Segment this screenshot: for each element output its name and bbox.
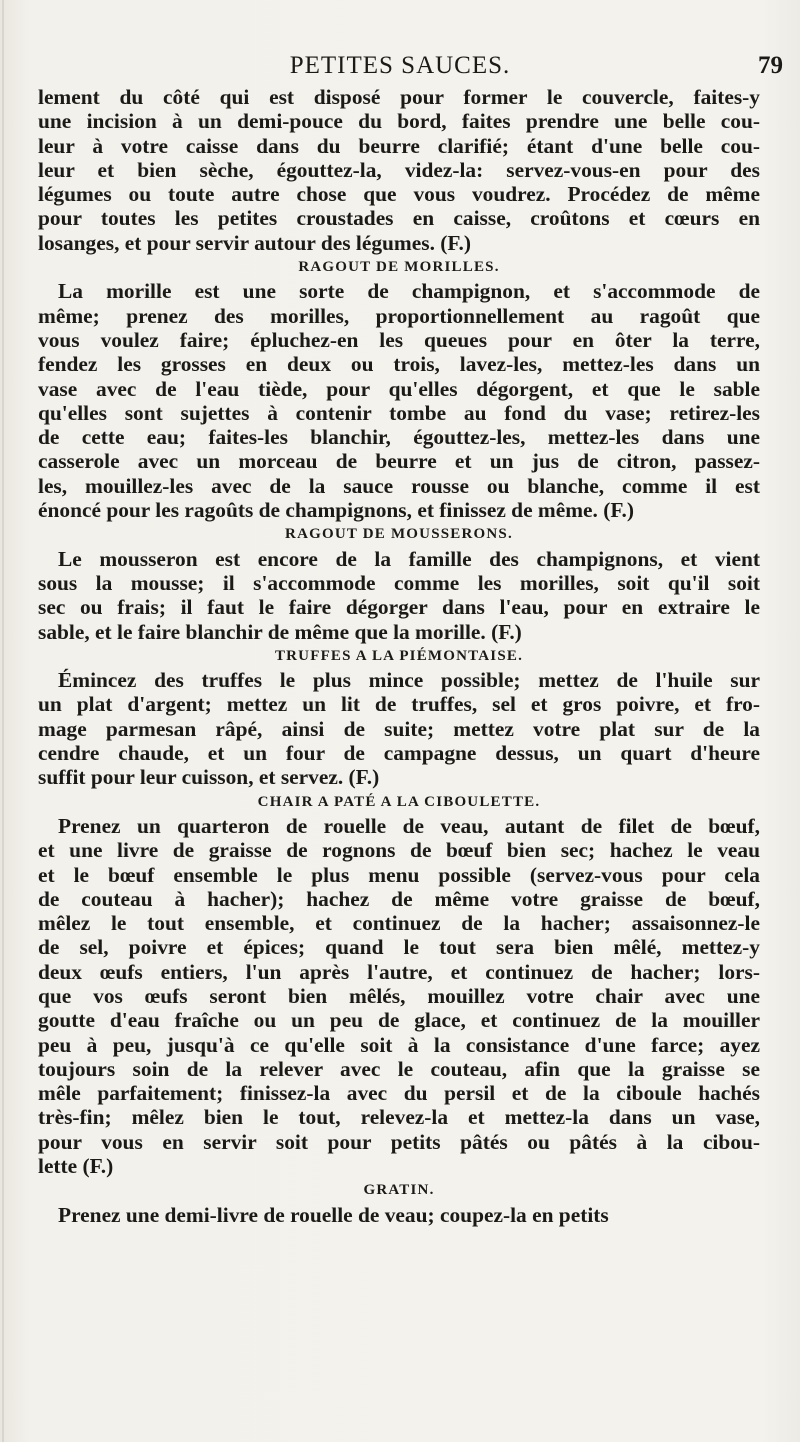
section-heading: GRATIN. <box>363 1182 435 1199</box>
text-line: fendez les grosses en deux ou trois, lavez-les, mettez-les dans un <box>38 352 760 377</box>
text-line: sec ou frais; il faut le faire dégorger dans l'eau, pour en extraire le <box>38 595 760 620</box>
text-line: pour toutes les petites croustades en caisse, croûtons et cœurs en <box>38 206 760 231</box>
paragraph <box>38 668 760 789</box>
text-line: peu à peu, jusqu'à ce qu'elle soit à la consistance d'une farce; ayez <box>38 1032 760 1057</box>
running-title: PETITES SAUCES. <box>289 52 511 79</box>
text-line: lette (F.) <box>38 1154 114 1179</box>
section-heading: CHAIR A PATÉ A LA CIBOULETTE. <box>257 793 541 810</box>
text-line: losanges, et pour servir autour des légumes. (F.) <box>38 230 471 255</box>
text-line: et une livre de graisse de rognons de bœuf bien sec; hachez le veau <box>38 838 760 863</box>
text-line: sous la mousse; il s'accommode comme les morilles, soit qu'il soit <box>38 570 760 595</box>
text-line: vous voulez faire; épluchez-en les queues pour en ôter la terre, <box>38 327 760 352</box>
text-line: Prenez un quarteron de rouelle de veau, autant de filet de bœuf, <box>58 813 760 838</box>
text-line: de sel, poivre et épices; quand le tout sera bien mêlé, mettez-y <box>38 935 760 960</box>
text-line: que vos œufs seront bien mêlés, mouillez votre chair avec une <box>38 983 760 1008</box>
text-line: même; prenez des morilles, proportionnellement au ragoût que <box>38 303 760 328</box>
text-line: Émincez des truffes le plus mince possible; mettez de l'huile sur <box>58 668 760 693</box>
text-line: leur et bien sèche, égouttez-la, videz-la: servez-vous-en pour des <box>38 157 760 182</box>
text-line: suffit pour leur cuisson, et servez. (F.) <box>38 765 380 790</box>
paragraph <box>38 85 760 255</box>
text-line: énoncé pour les ragoûts de champignons, et finissez de même. (F.) <box>38 498 634 523</box>
text-line: de couteau à hacher); hachez de même votre graisse de bœuf, <box>38 886 760 911</box>
text-line: sable, et le faire blanchir de même que la morille. (F.) <box>38 619 522 644</box>
text-line: goutte d'eau fraîche ou un peu de glace, et continuez de la mouiller <box>38 1008 760 1033</box>
text-line: qu'elles sont sujettes à contenir tombe au fond du vase; retirez-les <box>38 400 760 425</box>
text-line: lement du côté qui est disposé pour former le couvercle, faites-y <box>38 85 760 109</box>
text-line: les, mouillez-les avec de la sauce rousse ou blanche, comme il est <box>38 473 760 498</box>
text-line: casserole avec un morceau de beurre et un jus de citron, passez- <box>38 449 760 474</box>
section-heading: TRUFFES A LA PIÉMONTAISE. <box>274 647 524 664</box>
paragraph <box>38 814 760 1178</box>
text-line: mêle parfaitement; finissez-la avec du persil et de la ciboule hachés <box>38 1081 760 1106</box>
page-body <box>38 85 760 1227</box>
text-line: toujours soin de la relever avec le couteau, afin que la graisse se <box>38 1056 760 1081</box>
paragraph <box>38 1203 760 1227</box>
text-line: très-fin; mêlez bien le tout, relevez-la et mettez-la dans un vase, <box>38 1105 760 1130</box>
text-line: cendre chaude, et un four de campagne dessus, un quart d'heure <box>38 741 760 766</box>
paragraph <box>38 547 760 644</box>
text-line: de cette eau; faites-les blanchir, égouttez-les, mettez-les dans une <box>38 425 760 450</box>
text-line: leur à votre caisse dans du beurre clarifié; étant d'une belle cou- <box>38 133 760 158</box>
text-line: et le bœuf ensemble le plus menu possible (servez-vous pour cela <box>38 862 760 887</box>
page-number: 79 <box>758 52 783 79</box>
section-heading: RAGOUT DE MORILLES. <box>298 259 500 276</box>
text-line: une incision à un demi-pouce du bord, faites prendre une belle cou- <box>38 109 760 134</box>
text-line: deux œufs entiers, l'un après l'autre, et continuez de hacher; lors- <box>38 959 760 984</box>
text-line: La morille est une sorte de champignon, et s'accommode de <box>58 279 760 304</box>
text-line: mêlez le tout ensemble, et continuez de la hacher; assaisonnez-le <box>38 911 760 936</box>
text-line: Prenez une demi-livre de rouelle de veau; coupez-la en petits <box>58 1202 609 1227</box>
running-head <box>0 50 800 84</box>
text-line: pour vous en servir soit pour petits pâtés ou pâtés à la cibou- <box>38 1129 760 1154</box>
text-line: Le mousseron est encore de la famille des champignons, et vient <box>58 546 760 571</box>
text-line: légumes ou toute autre chose que vous voudrez. Procédez de même <box>38 182 760 207</box>
text-line: mage parmesan râpé, ainsi de suite; mettez votre plat sur de la <box>38 716 760 741</box>
page-edge <box>2 0 4 1442</box>
section-heading: RAGOUT DE MOUSSERONS. <box>285 526 513 543</box>
text-line: un plat d'argent; mettez un lit de truffes, sel et gros poivre, et fro- <box>38 692 760 717</box>
text-line: vase avec de l'eau tiède, pour qu'elles dégorgent, et que le sable <box>38 376 760 401</box>
paragraph <box>38 279 760 522</box>
